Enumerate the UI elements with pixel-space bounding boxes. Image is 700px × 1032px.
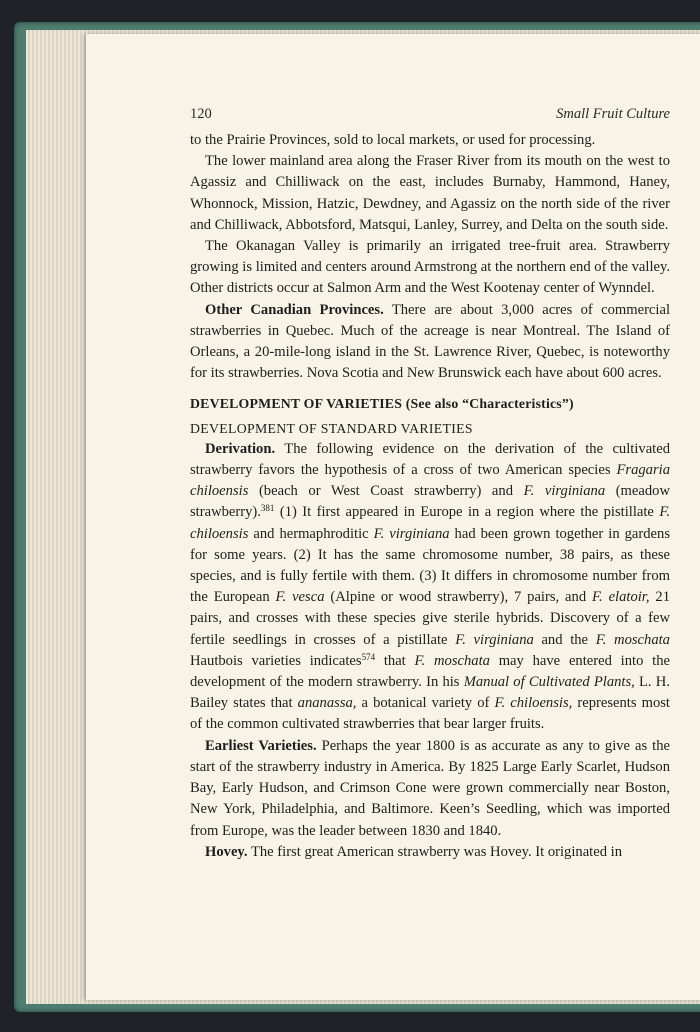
reference-number: 381 xyxy=(260,503,275,514)
paragraph-other-provinces: Other Canadian Provinces. There are about 3,000 acres of commercial strawberries in Quebec. Much of the acreage is near Montreal. The Island of Orleans, a 20-mile-long island in the St. Lawrence River, Quebec, is noteworthy for its strawberries. Nova Scotia and New Brunswick each have about 600 acres. xyxy=(190,301,671,382)
runin-heading: Other Canadian Provinces. xyxy=(205,301,384,318)
page-body xyxy=(190,130,670,863)
subsection-heading: DEVELOPMENT OF STANDARD VARIETIES xyxy=(190,420,473,436)
page-number: 120 xyxy=(190,106,212,122)
paragraph-okanagan: The Okanagan Valley is primarily an irrigated tree-fruit area. Strawberry growing is limited and centers around Armstrong at the northern end of the valley. Other districts occur at Salmon Arm and the West Kootenay center of Wynndel. xyxy=(190,238,670,297)
section-heading: DEVELOPMENT OF VARIETIES (See also “Characteristics”) xyxy=(190,396,574,412)
paragraph-lower-mainland: The lower mainland area along the Fraser River from its mouth on the west to Agassiz and Chilliwack on the east, includes Burnaby, Hammond, Haney, Whonnock, Mission, Hatzic, Dewdney, and Agassiz on the north side of the river and Chilliwack, Abbotsford, Matsqui, Lanley, Surrey, and Delta on the south side. xyxy=(190,153,670,233)
paragraph-hovey: Hovey. The first great American strawberry was Hovey. It originated in xyxy=(205,843,623,860)
running-title: Small Fruit Culture xyxy=(556,106,670,122)
runin-heading: Hovey. xyxy=(205,843,248,860)
paragraph-earliest-varieties: Earliest Varieties. Perhaps the year 1800 is as accurate as any to give as the start of the strawberry industry in America. By 1825 Large Early Scarlet, Hudson Bay, Early Hudson, and Crimson Cone were grown commercially near Boston, New York, Philadelphia, and Baltimore. Keen’s Seedling, which was imported from Europe, was the leader between 1830 and 1840. xyxy=(190,737,670,839)
reference-number: 574 xyxy=(361,651,376,662)
paragraph-continuation: to the Prairie Provinces, sold to local markets, or used for processing. xyxy=(190,132,596,148)
paragraph-derivation: Derivation. The following evidence on the derivation of the cultivated strawberry favors the hypothesis of a cross of two American species Fragaria chiloensis (beach or West Coast strawberry) and F. virginiana (meadow strawberry).$^{381}$ (1) It first appeared in Europe in a region where the pistillate F. chiloensis and hermaphroditic F. virginiana had been grown together in gardens for some years. (2) It has the same chromosome number, 38 pairs, as these species, and is fully fertile with them. (3) It differs in chromosome number from the European F. vesca (Alpine or wood strawberry), 7 pairs, and F. elatoir, 21 pairs, and crosses with these species give sterile hybrids. Discovery of a few fertile seedlings in crosses of a pistillate F. virginiana and the F. moschata Hautbois varieties indicates$^{574}$ that F. moschata may have entered into the development of the modern strawberry. In his Manual of Cultivated Plants, L. H. Bailey states that ananassa, a botanical variety of F. chiloensis, represents most of the common cultivated strawberries that bear larger fruits. xyxy=(190,440,671,733)
runin-heading: Earliest Varieties. xyxy=(205,737,317,754)
runin-heading: Derivation. xyxy=(205,440,276,457)
